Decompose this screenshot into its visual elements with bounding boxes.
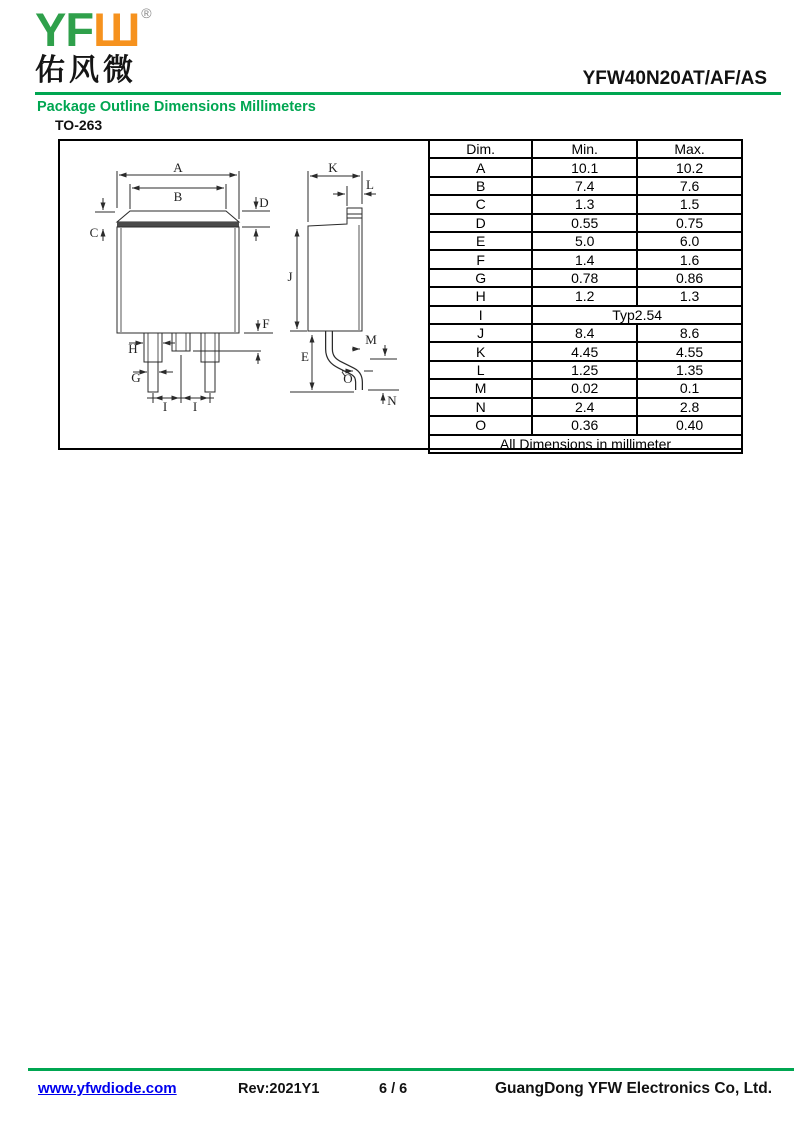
cell-min: 2.4	[532, 398, 637, 416]
cell-min: 1.3	[532, 195, 637, 213]
logo-latin-text: YF	[35, 3, 94, 56]
dim-label-c: C	[89, 225, 99, 240]
package-outline-figure	[58, 139, 743, 450]
front-view-drawing	[90, 160, 273, 414]
dim-label-b: B	[173, 189, 183, 204]
cell-max: 0.1	[637, 379, 742, 397]
cell-min: 4.45	[532, 342, 637, 360]
dimensions-table	[428, 139, 743, 454]
cell-dim: E	[429, 232, 532, 250]
cell-dim: D	[429, 214, 532, 232]
table-row	[429, 269, 742, 287]
col-header-min: Min.	[532, 140, 637, 158]
cell-max: 1.3	[637, 287, 742, 305]
cell-max: 8.6	[637, 324, 742, 342]
cell-dim: H	[429, 287, 532, 305]
cell-min: 0.36	[532, 416, 637, 434]
logo-wordmark	[35, 3, 152, 56]
col-header-max: Max.	[637, 140, 742, 158]
cell-min: 5.0	[532, 232, 637, 250]
table-row	[429, 195, 742, 213]
table-row	[429, 177, 742, 195]
cell-dim: J	[429, 324, 532, 342]
cell-max: 7.6	[637, 177, 742, 195]
cell-dim: I	[429, 306, 532, 324]
table-row	[429, 342, 742, 360]
dim-label-k: K	[328, 160, 338, 175]
logo-mark-glyph: Ш	[93, 3, 140, 56]
table-footnote-row	[429, 435, 742, 454]
table-footnote: All Dimensions in millimeter	[429, 435, 742, 454]
cell-dim: C	[429, 195, 532, 213]
table-row	[429, 398, 742, 416]
table-row	[429, 232, 742, 250]
cell-dim: K	[429, 342, 532, 360]
table-row	[429, 158, 742, 176]
col-header-dim: Dim.	[429, 140, 532, 158]
logo-chinese-name: 佑风微	[35, 54, 137, 87]
cell-max: 1.35	[637, 361, 742, 379]
cell-min: 0.78	[532, 269, 637, 287]
cell-max: 1.5	[637, 195, 742, 213]
table-row	[429, 324, 742, 342]
table-row	[429, 416, 742, 434]
company-logo	[35, 3, 152, 87]
cell-max: 0.86	[637, 269, 742, 287]
cell-dim: L	[429, 361, 532, 379]
table-header-row	[429, 140, 742, 158]
table-row	[429, 214, 742, 232]
dimensions-table-container	[428, 139, 743, 454]
side-view-drawing	[287, 160, 399, 408]
cell-dim: B	[429, 177, 532, 195]
cell-min: 8.4	[532, 324, 637, 342]
dim-label-h: H	[128, 341, 138, 356]
table-row	[429, 379, 742, 397]
dim-label-m: M	[365, 332, 377, 347]
page-number: 6 / 6	[379, 1081, 408, 1097]
cell-dim: O	[429, 416, 532, 434]
dim-label-e: E	[301, 349, 309, 364]
cell-min: 10.1	[532, 158, 637, 176]
cell-max: 2.8	[637, 398, 742, 416]
header-rule	[35, 92, 781, 95]
table-row	[429, 250, 742, 268]
dim-label-a: A	[173, 160, 183, 175]
footer-rule	[28, 1068, 794, 1071]
cell-max: 10.2	[637, 158, 742, 176]
cell-dim: M	[429, 379, 532, 397]
dim-label-f: F	[262, 316, 270, 331]
cell-min: 1.4	[532, 250, 637, 268]
dim-label-g: G	[131, 370, 141, 385]
dim-label-j: J	[287, 269, 293, 284]
cell-max: 0.75	[637, 214, 742, 232]
dim-label-d: D	[259, 195, 269, 210]
dim-label-l: L	[366, 177, 374, 192]
revision-label: Rev:2021Y1	[238, 1081, 320, 1097]
cell-dim: A	[429, 158, 532, 176]
table-row	[429, 361, 742, 379]
cell-min: 0.02	[532, 379, 637, 397]
registered-trademark-icon: ®	[141, 5, 152, 21]
dim-label-i1: I	[162, 399, 168, 414]
table-row	[429, 287, 742, 305]
cell-min: 7.4	[532, 177, 637, 195]
cell-dim: N	[429, 398, 532, 416]
dim-label-n: N	[387, 393, 397, 408]
part-number-title: YFW40N20AT/AF/AS	[582, 68, 767, 89]
table-row-typ	[429, 306, 742, 324]
package-drawing	[60, 141, 432, 448]
company-name: GuangDong YFW Electronics Co, Ltd.	[495, 1080, 772, 1097]
package-name: TO-263	[55, 117, 103, 133]
cell-max: 4.55	[637, 342, 742, 360]
cell-dim: G	[429, 269, 532, 287]
cell-min: 1.2	[532, 287, 637, 305]
dim-label-o: O	[343, 371, 353, 386]
cell-min: 0.55	[532, 214, 637, 232]
cell-dim: F	[429, 250, 532, 268]
cell-max: 6.0	[637, 232, 742, 250]
website-link[interactable]: www.yfwdiode.com	[38, 1080, 177, 1097]
section-title: Package Outline Dimensions Millimeters	[37, 99, 316, 115]
cell-max: 1.6	[637, 250, 742, 268]
cell-max: 0.40	[637, 416, 742, 434]
dim-label-i2: I	[192, 399, 198, 414]
cell-min: 1.25	[532, 361, 637, 379]
cell-typ: Typ2.54	[532, 306, 742, 324]
